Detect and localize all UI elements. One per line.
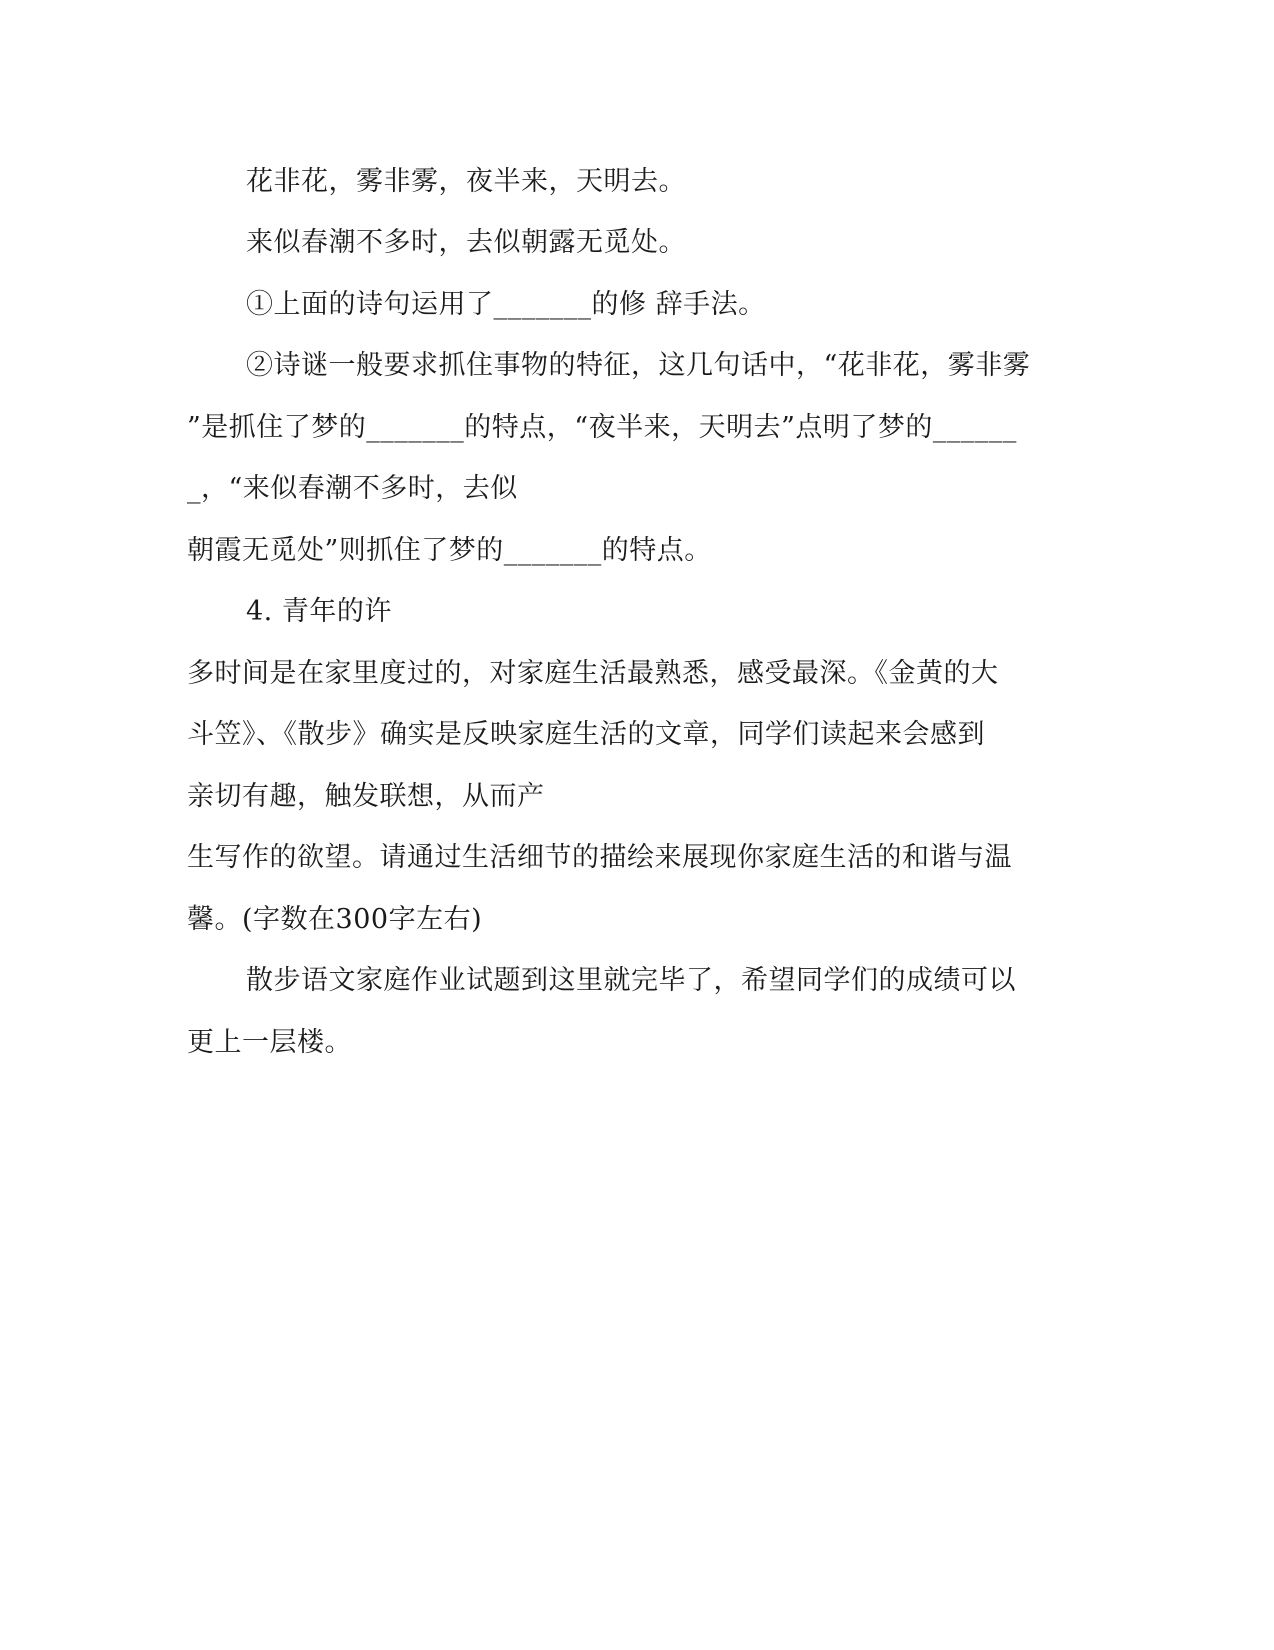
question-2-line-3: _，“来似春潮不多时，去似 bbox=[187, 473, 518, 504]
question-4-line-4: 生写作的欲望。请通过生活细节的描绘来展现你家庭生活的和谐与温 bbox=[187, 842, 1012, 873]
poem-line-1: 花非花，雾非雾，夜半来，天明去。 bbox=[246, 166, 686, 197]
question-2-line-4: 朝霞无觅处”则抓住了梦的_______的特点。 bbox=[187, 535, 712, 566]
question-4-line-5: 馨。(字数在300字左右) bbox=[187, 904, 483, 935]
poem-line-2: 来似春潮不多时，去似朝露无觅处。 bbox=[246, 227, 686, 258]
question-4-line-2: 斗笠》、《散步》确实是反映家庭生活的文章，同学们读起来会感到 bbox=[187, 719, 985, 750]
closing-line-2: 更上一层楼。 bbox=[187, 1027, 352, 1058]
question-1: ①上面的诗句运用了_______的修 辞手法。 bbox=[246, 289, 766, 320]
question-2-line-2: ”是抓住了梦的_______的特点，“夜半来，天明去”点明了梦的______ bbox=[187, 412, 1017, 443]
closing-line-1: 散步语文家庭作业试题到这里就完毕了，希望同学们的成绩可以 bbox=[246, 965, 1016, 996]
question-4-line-3: 亲切有趣，触发联想，从而产 bbox=[187, 781, 545, 812]
question-2-line-1: ②诗谜一般要求抓住事物的特征，这几句话中，“花非花，雾非雾 bbox=[246, 350, 1031, 381]
question-4-heading: 4. 青年的许 bbox=[246, 596, 392, 627]
question-4-line-1: 多时间是在家里度过的，对家庭生活最熟悉，感受最深。《金黄的大 bbox=[187, 658, 999, 689]
